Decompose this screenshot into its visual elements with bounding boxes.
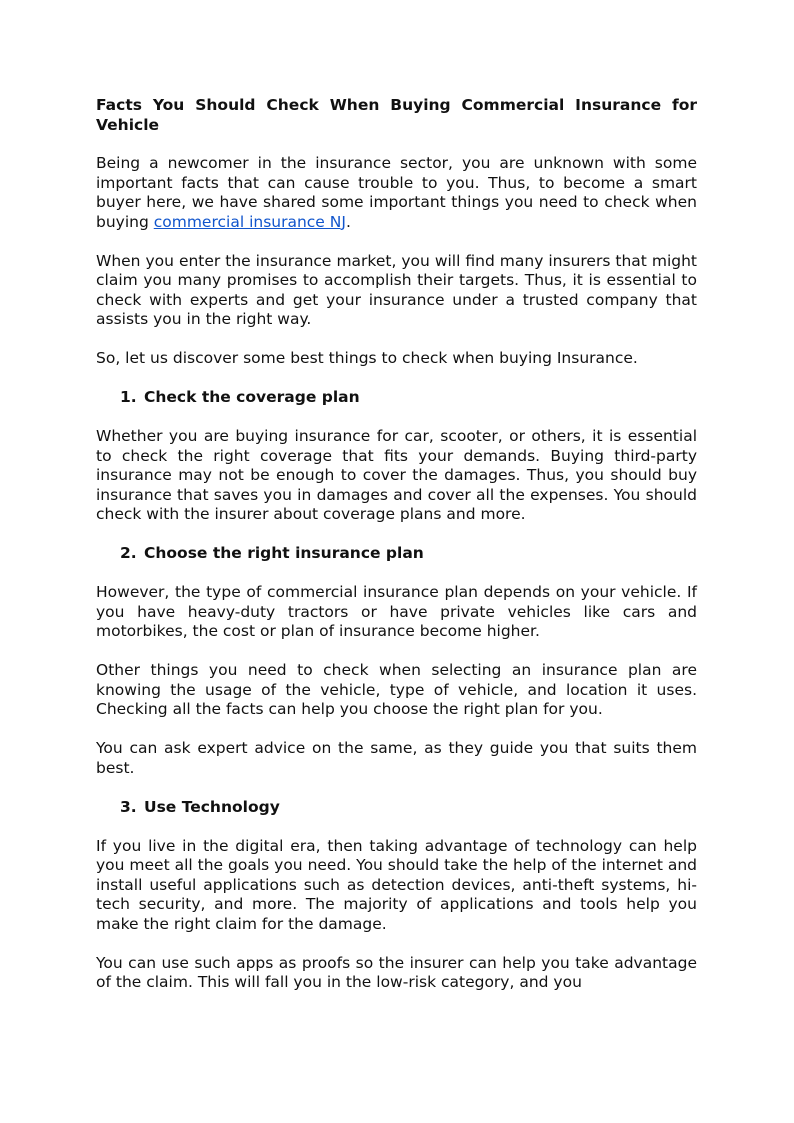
section-3-paragraph-1: If you live in the digital era, then taking advantage of technology can help you meet all the goals you need. You should take the help of the internet and install useful applications such as detection devices, anti-theft systems, hi-tech security, and more. The majority of applications and tools help you make the right claim for the damage. bbox=[96, 836, 697, 933]
section-3-number: 3. bbox=[120, 797, 137, 816]
section-3-title: Use Technology bbox=[144, 797, 280, 816]
document-page bbox=[96, 96, 697, 1012]
section-2-paragraph-3: You can ask expert advice on the same, as they guide you that suits them best. bbox=[96, 739, 697, 777]
paragraph-market: When you enter the insurance market, you will find many insurers that might claim you many promises to accomplish their targets. Thus, it is essential to check with experts and get your insurance under a trusted company that assists you in the right way. bbox=[96, 251, 697, 328]
section-2-number: 2. bbox=[120, 544, 137, 562]
section-2-title: Choose the right insurance plan bbox=[144, 544, 424, 562]
document-title: Facts You Should Check When Buying Commercial Insurance for Vehicle bbox=[96, 96, 697, 134]
section-3-paragraph-2: You can use such apps as proofs so the insurer can help you take advantage of the claim. This will fall you in the low-risk category, and you bbox=[96, 953, 697, 991]
section-2-paragraph-2: Other things you need to check when selecting an insurance plan are knowing the usage of the vehicle, type of vehicle, and location it uses. Checking all the facts can help you choose the right plan for you. bbox=[96, 661, 697, 718]
intro-text: Being a newcomer in the insurance sector, you are unknown with some important facts that can cause trouble to you. Thus, to become a smart buyer here, we have shared some important things you need to check when buying bbox=[96, 154, 697, 231]
intro-text-end: . bbox=[345, 212, 351, 231]
section-1-heading bbox=[120, 388, 697, 408]
section-3-heading bbox=[120, 798, 697, 818]
paragraph-discover: So, let us discover some best things to check when buying Insurance. bbox=[96, 349, 638, 367]
section-1-title: Check the coverage plan bbox=[144, 388, 360, 406]
section-2-heading bbox=[120, 544, 697, 564]
intro-paragraph bbox=[96, 154, 697, 232]
section-2-paragraph-1: However, the type of commercial insurance plan depends on your vehicle. If you have heavy-duty tractors or have private vehicles like cars and motorbikes, the cost or plan of insurance become higher. bbox=[96, 583, 697, 640]
section-1-paragraph: Whether you are buying insurance for car, scooter, or others, it is essential to check the right coverage that fits your demands. Buying third-party insurance may not be enough to cover the damages. Thus, you should buy insurance that saves you in damages and cover all the expenses. You should check with the insurer about coverage plans and more. bbox=[96, 427, 697, 523]
commercial-insurance-link[interactable]: commercial insurance NJ bbox=[153, 212, 346, 231]
section-1-number: 1. bbox=[120, 388, 137, 406]
